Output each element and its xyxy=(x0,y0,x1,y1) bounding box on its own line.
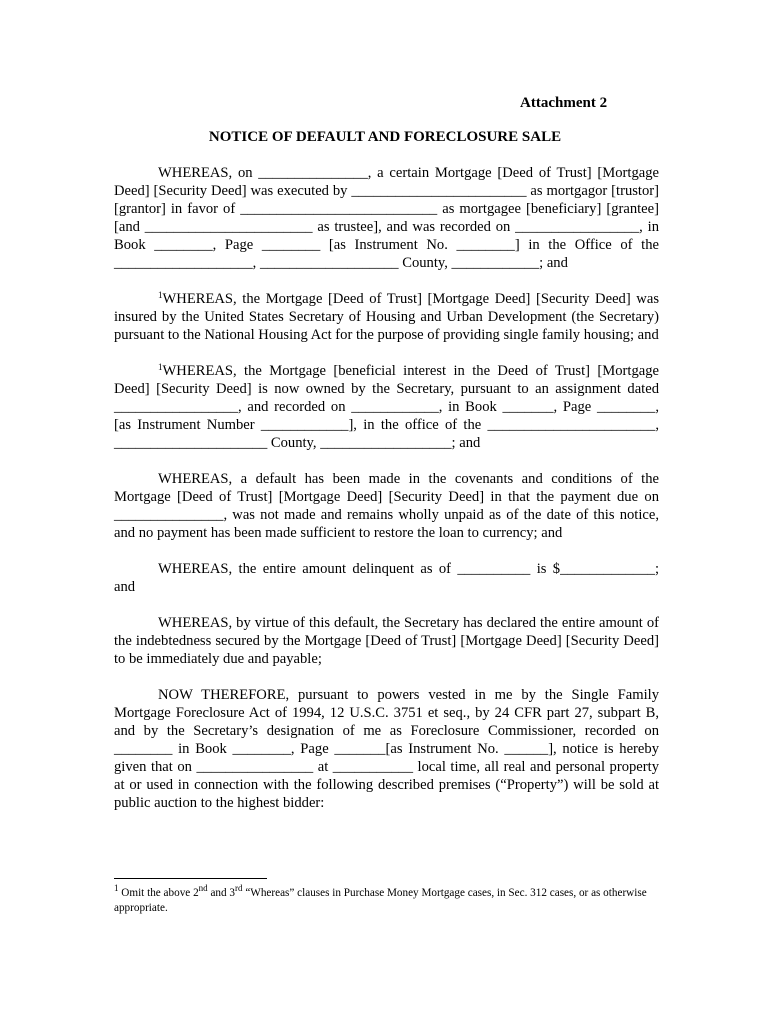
footnote-text: “Whereas” clauses in Purchase Money Mortgage cases, in Sec. 312 cases, or as otherwise appropriate. xyxy=(114,887,647,914)
paragraph-text: WHEREAS, the Mortgage [beneficial interest in the Deed of Trust] [Mortgage Deed] [Security Deed] is now owned by the Secretary, pursuant to an assignment dated _________________, and recorded on ____________, in Book _______, Page ________, [as Instrument Number ____________], in the office of the _______________________, _____________________ County, __________________; and xyxy=(114,363,659,451)
paragraph-whereas-insured xyxy=(114,290,659,344)
paragraph-whereas-default: WHEREAS, a default has been made in the covenants and conditions of the Mortgage [Deed of Trust] [Mortgage Deed] [Security Deed] in that the payment due on _______________, was not made and remains wholly unpaid as of the date of this notice, and no payment has been made sufficient to restore the loan to currency; and xyxy=(114,471,659,541)
paragraph-whereas-owned xyxy=(114,362,659,452)
footnote-ref: 1 xyxy=(158,362,163,372)
footnote-divider xyxy=(114,878,267,879)
footnote-text: Omit the above 2 xyxy=(118,887,199,899)
footnote-ordinal: nd xyxy=(198,883,208,893)
paragraph-whereas-delinquent: WHEREAS, the entire amount delinquent as of __________ is $_____________; and xyxy=(114,561,659,595)
footnote-ref: 1 xyxy=(158,290,163,300)
document-body xyxy=(114,164,659,812)
document-title: NOTICE OF DEFAULT AND FORECLOSURE SALE xyxy=(208,129,562,145)
paragraph-text: WHEREAS, the Mortgage [Deed of Trust] [Mortgage Deed] [Security Deed] was insured by the United States Secretary of Housing and Urban Development (the Secretary) pursuant to the National Housing Act for the purpose of providing single family housing; and xyxy=(114,291,659,343)
paragraph-whereas-mortgage-executed: WHEREAS, on _______________, a certain Mortgage [Deed of Trust] [Mortgage Deed] [Security Deed] was executed by ________________________ as mortgagor [trustor] [grantor] in favor of ___________________________ as mortgagee [beneficiary] [grantee] [and _______________________ as trustee], and was recorded on _________________, in Book ________, Page ________ [as Instrument No. ________] in the Office of the ___________________, ___________________ County, ____________; and xyxy=(114,165,659,271)
footnote-text: and 3 xyxy=(207,887,236,899)
attachment-label: Attachment 2 xyxy=(520,95,608,111)
footnote-marker: 1 xyxy=(114,883,119,893)
footnote-ordinal: rd xyxy=(235,883,243,893)
paragraph-whereas-declared-due: WHEREAS, by virtue of this default, the Secretary has declared the entire amount of the indebtedness secured by the Mortgage [Deed of Trust] [Mortgage Deed] [Security Deed] to be immediately due and payable; xyxy=(114,615,659,667)
paragraph-now-therefore: NOW THEREFORE, pursuant to powers vested in me by the Single Family Mortgage Foreclosure Act of 1994, 12 U.S.C. 3751 et seq., by 24 CFR part 27, subpart B, and by the Secretary’s designation of me as Foreclosure Commissioner, recorded on ________ in Book ________, Page _______[as Instrument No. ______], notice is hereby given that on ________________ at ___________ local time, all real and personal property at or used in connection with the following described premises (“Property”) will be sold at public auction to the highest bidder: xyxy=(114,687,659,811)
footnote xyxy=(114,883,659,916)
